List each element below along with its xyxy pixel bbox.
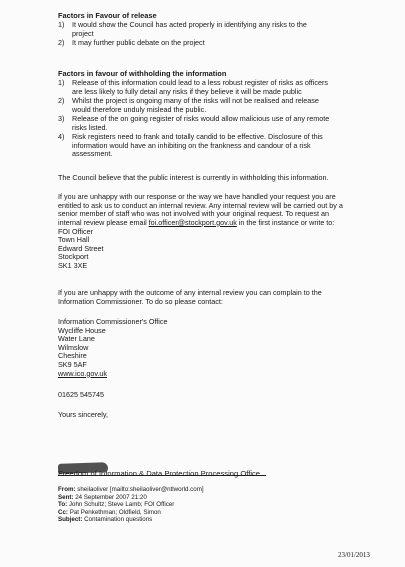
- foi-email-link[interactable]: foi.officer@stockport.gov.uk: [148, 217, 237, 227]
- internal-review-paragraph: If you are unhappy with our response or the way we have handled your request you are entitled to ask us to conduct an internal review. Any internal review will be carried out by a senior member of staff who was not involved with your original request. To request an internal review please email foi.officer@stockport.gov.uk in the first instance or write to:: [58, 192, 343, 227]
- date-stamp: 23/01/2013: [338, 551, 370, 559]
- ico-website-link[interactable]: www.ico.gov.uk: [58, 368, 107, 378]
- office-name: Freedom of Information & Data Protection Processing Office: [58, 469, 261, 478]
- heading-favour-release: Factors in Favour of release: [58, 11, 157, 20]
- foi-officer-address: FOI Officer Town Hall Edward Street Stockport SK1 3XE: [58, 226, 104, 270]
- ico-complaint-paragraph: If you are unhappy with the outcome of any internal review you can complain to the Information Commissioner. To do so please contact:: [58, 288, 322, 306]
- heading-favour-withholding: Factors in favour of withholding the information: [58, 69, 227, 78]
- forwarded-email-header: From: sheilaoliver [mailto:sheilaoliver@ntlworld.com] Sent: 24 September 2007 21:20 To: John Schultz; Steve Lamb; FOI Officer Cc: Pat Penkethman; Oldfield, Simon Subject: Contamination questions: [58, 486, 204, 524]
- document-page: Factors in Favour of release 1) It would show the Council has acted properly in identifying any risks to the project 2) It may further public debate on the project Factors in favour of withholding the information 1) Release of this information could lead to a less robust register of risks as officers are less likely to fully detail any risks if they believe it will be made public 2) Whilst the project is ongoing many of the risks will not be realised and release would therefore unduly mislead the public. 3) Release of the on going register of risks would allow malicious use of any remote risks listed. 4) Risk registers need to frank and totally candid to be effective. Disclosure of this information would have an inhibiting on the frankness and candour of a risk assessment. The Council believe that the public interest is currently in withholding this information. If you are unhappy with our response or the way we have handled your request you are entitled to ask us to conduct an internal review. Any internal review will be carried out by a senior member of staff who was not involved with your original request. To request an internal review please email foi.officer@stockport.gov.uk in the first instance or write to: FOI Officer Town Hall Edward Street Stockport SK1 3XE If you are unhappy with the outcome of any internal review you can complain to the Information Commissioner. To do so please contact: Information Commissioner's Office Wycliffe House Water Lane Wilmslow Cheshire SK9 5AF www.ico.gov.uk 01625 545745 Yours sincerely, Freedom of Information & Data Protection Processing Office From: sheilaoliver [mailto:sheilaoliver@ntlworld.com] Sent: 24 September 2007 21:20 To: John Schultz; Steve Lamb; FOI Officer Cc: Pat Penkethman; Oldfield, Simon Subject: Contamination questions 23/01/2013: [0, 0, 405, 567]
- public-interest-statement: The Council believe that the public interest is currently in withholding this information.: [58, 173, 329, 182]
- closing: Yours sincerely,: [58, 410, 108, 419]
- ico-phone: 01625 545745: [58, 390, 104, 399]
- ico-address: Information Commissioner's Office Wycliffe House Water Lane Wilmslow Cheshire SK9 5AF www.ico.gov.uk: [58, 317, 168, 378]
